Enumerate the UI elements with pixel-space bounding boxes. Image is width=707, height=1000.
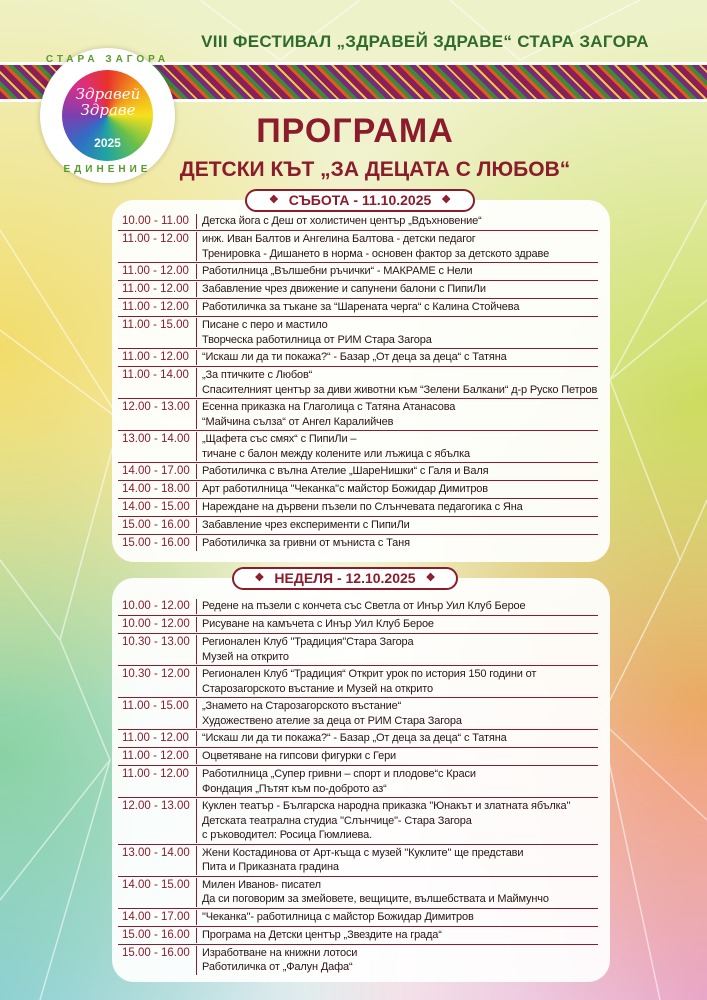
event-description <box>197 464 488 479</box>
event-description-line: Милен Иванов- писател <box>202 878 321 891</box>
event-description <box>197 500 523 515</box>
event-description-line: Тренировка - Дишането в норма - основен фактор за детското здраве <box>202 247 550 260</box>
ornament-icon: ❖ <box>425 572 436 584</box>
schedule-row <box>118 481 598 499</box>
schedule-row <box>118 698 598 730</box>
schedule-row <box>118 748 598 766</box>
event-description-line: Фондация „Пътят към по-доброто аз“ <box>202 782 387 795</box>
event-description-line: Работиличка за гривни от мъниста с Таня <box>202 537 410 549</box>
event-description <box>197 282 486 297</box>
event-description-line: Пита и Приказната градина <box>202 861 339 873</box>
event-description-line: Работилница „Вълшебни ръчички“ - МАКРАМЕ с Нели <box>202 265 473 277</box>
event-description-line: "Чеканка"- работилница с майстор Божидар Димитров <box>202 910 474 923</box>
schedule-row <box>118 317 598 349</box>
event-description-line: Работиличка с вълна Ателие „ШареНишки“ с Галя и Валя <box>202 465 489 477</box>
event-description <box>197 699 462 728</box>
schedule-row <box>118 213 598 231</box>
event-time: 11.00 - 12.00 <box>118 731 197 746</box>
event-time: 11.00 - 14.00 <box>118 368 197 397</box>
schedule-row <box>118 367 598 399</box>
event-description <box>197 910 474 925</box>
event-description <box>197 482 488 497</box>
event-description-line: Работилница „Супер гривни – спорт и плодове“с Краси <box>202 768 476 780</box>
event-description-line: Куклен театър - Българска народна приказка "Юнакът и златната ябълка" <box>202 800 571 812</box>
event-description-line: Изработване на книжни лотоси <box>202 946 358 959</box>
event-description-line: Забавление чрез експерименти с ПипиЛи <box>202 519 410 531</box>
event-description-line: Програма на Детски център „Звездите на града“ <box>202 928 442 941</box>
event-description-line: Жени Костадинова от Арт-къща с музей "Куклите" ще представи <box>202 846 524 859</box>
event-description-line: Да си поговорим за змейовете, вещиците, вълшебствата и Маймунчо <box>202 893 549 905</box>
schedule-row <box>118 666 598 698</box>
event-description-line: Оцветяване на гипсови фигурки с Гери <box>202 750 397 762</box>
logo-script <box>66 86 150 118</box>
event-description <box>197 928 442 943</box>
event-description-line: Забавление чрез движение и сапунени балони с ПипиЛи <box>202 283 486 295</box>
event-description <box>197 214 482 229</box>
event-description-line: Художествено ателие за деца от РИМ Стара Загора <box>202 714 462 727</box>
ornament-icon: ❖ <box>441 194 452 206</box>
event-time: 10.00 - 12.00 <box>118 617 197 632</box>
event-time: 11.00 - 12.00 <box>118 767 197 796</box>
event-description-line: инж. Иван Балтов и Ангелина Балтова - детски педагог <box>202 233 476 245</box>
event-time: 14.00 - 15.00 <box>118 500 197 515</box>
event-description-line: Рисуване на камъчета с Инър Уил Клуб Берое <box>202 618 434 630</box>
event-description <box>197 400 455 429</box>
event-description <box>197 368 597 397</box>
schedule-row <box>118 349 598 367</box>
event-description-line: Нареждане на дървени пъзели по Слънчевата педагогика с Яна <box>202 501 523 513</box>
event-description-line: “Майчина сълза“ от Ангел Каралийчев <box>202 415 394 428</box>
event-time: 15.00 - 16.00 <box>118 928 197 943</box>
event-description-line: тичане с балон между колените или лъжица с ябълка <box>202 447 470 460</box>
schedule-row <box>118 798 598 845</box>
event-description-line: Детската театрална студиа "Слънчице"- Стара Загора <box>202 814 472 827</box>
event-time: 11.00 - 15.00 <box>118 699 197 728</box>
event-time: 14.00 - 17.00 <box>118 910 197 925</box>
event-description <box>197 432 470 461</box>
event-description-line: “Искаш ли да ти покажа?“ - Базар „От деца за деца“ с Татяна <box>202 732 507 744</box>
logo-bottom-ring: ЕДИНЕНИЕ <box>63 164 152 175</box>
schedule-row <box>118 299 598 317</box>
logo-top-ring: СТАРА ЗАГОРА <box>45 54 170 65</box>
schedule-row <box>118 263 598 281</box>
event-description <box>197 731 507 746</box>
schedule-row <box>118 499 598 517</box>
event-time: 10.30 - 13.00 <box>118 635 197 664</box>
event-description-line: с ръководител: Росица Гюмлиева. <box>202 829 373 841</box>
schedule-row <box>118 281 598 299</box>
schedule-row <box>118 616 598 634</box>
event-time: 11.00 - 12.00 <box>118 282 197 297</box>
ornament-icon: ❖ <box>268 194 279 206</box>
event-time: 11.00 - 12.00 <box>118 300 197 315</box>
schedule-row <box>118 598 598 616</box>
logo-script-line1: Здравей <box>75 85 141 103</box>
event-description-line: Творческа работилница от РИМ Стара Загора <box>202 333 432 346</box>
event-time: 11.00 - 12.00 <box>118 350 197 365</box>
event-description-line: Регионален Клуб "Традиция"Стара Загора <box>202 636 414 648</box>
schedule-row <box>118 399 598 431</box>
event-description-line: Старозагорското въстание и Музей на открито <box>202 682 433 695</box>
event-description <box>197 350 507 365</box>
event-time: 15.00 - 16.00 <box>118 536 197 551</box>
event-description-line: Писане с перо и мастило <box>202 319 328 331</box>
event-time: 11.00 - 12.00 <box>118 749 197 764</box>
saturday-schedule <box>118 213 598 552</box>
page-subtitle: ДЕТСКИ КЪТ „ЗА ДЕЦАТА С ЛЮБОВ“ <box>179 158 571 181</box>
event-time: 11.00 - 12.00 <box>118 232 197 261</box>
event-time: 14.00 - 18.00 <box>118 482 197 497</box>
event-description <box>197 264 472 279</box>
schedule-row <box>118 877 598 909</box>
event-description <box>197 536 410 551</box>
event-description-line: Есенна приказка на Глаголица с Татяна Атанасова <box>202 401 456 413</box>
day-label-text: СЪБОТА - 11.10.2025 <box>288 192 432 208</box>
schedule-row <box>118 766 598 798</box>
schedule-row <box>118 517 598 535</box>
event-time: 13.00 - 14.00 <box>118 432 197 461</box>
page-title: ПРОГРАМА <box>256 112 454 150</box>
schedule-row <box>118 945 598 976</box>
event-time: 15.00 - 16.00 <box>118 946 197 975</box>
event-time: 12.00 - 13.00 <box>118 799 197 843</box>
event-description <box>197 878 549 907</box>
schedule-row <box>118 463 598 481</box>
event-description-line: Арт работилница "Чеканка"с майстор Божидар Димитров <box>202 483 488 495</box>
sunday-schedule <box>118 598 598 976</box>
event-description <box>197 232 549 261</box>
sunday-day-label <box>232 567 458 590</box>
event-description-line: „Щафета със смях“ с ПипиЛи – <box>202 433 357 445</box>
event-description <box>197 318 432 347</box>
event-description <box>197 300 519 315</box>
schedule-row <box>118 431 598 463</box>
event-description <box>197 599 526 614</box>
schedule-row <box>118 231 598 263</box>
ornament-icon: ❖ <box>254 572 265 584</box>
event-time: 10.30 - 12.00 <box>118 667 197 696</box>
schedule-row <box>118 909 598 927</box>
event-description-line: Музей на открито <box>202 650 289 663</box>
event-time: 11.00 - 15.00 <box>118 318 197 347</box>
schedule-row <box>118 535 598 552</box>
event-time: 14.00 - 17.00 <box>118 464 197 479</box>
event-time: 14.00 - 15.00 <box>118 878 197 907</box>
event-description-line: “Искаш ли да ти покажа?“ - Базар „От деца за деца“ с Татяна <box>202 351 507 363</box>
event-description <box>197 846 523 875</box>
event-description-line: Детска йога с Деш от холистичен център „Вдъхновение“ <box>202 215 482 227</box>
logo-script-line2: Здраве <box>80 101 136 119</box>
festival-heading: VIII ФЕСТИВАЛ „ЗДРАВЕЙ ЗДРАВЕ“ СТАРА ЗАГОРА <box>201 32 649 51</box>
event-description <box>197 518 410 533</box>
day-label-text: НЕДЕЛЯ - 12.10.2025 <box>274 570 416 586</box>
schedule-row <box>118 634 598 666</box>
schedule-row <box>118 845 598 877</box>
event-description <box>197 767 476 796</box>
logo-year: 2025 <box>94 136 121 150</box>
event-description <box>197 617 434 632</box>
event-time: 12.00 - 13.00 <box>118 400 197 429</box>
event-description-line: „За птичките с Любов“ <box>202 369 313 381</box>
event-description <box>197 749 396 764</box>
saturday-day-label <box>245 189 475 212</box>
event-time: 15.00 - 16.00 <box>118 518 197 533</box>
event-description-line: „Знамето на Старозагорското въстание“ <box>202 700 402 712</box>
event-description-line: Работиличка за тъкане за “Шарената черга“ с Калина Стойчева <box>202 301 520 313</box>
event-description <box>197 667 536 696</box>
event-description <box>197 946 357 975</box>
event-description-line: Спасителният център за диви животни към “Зелени Балкани“ д-р Руско Петров <box>202 383 598 396</box>
event-time: 10.00 - 11.00 <box>118 214 197 229</box>
event-description-line: Работиличка от „Фалун Дафа“ <box>202 961 353 973</box>
schedule-row <box>118 730 598 748</box>
schedule-row <box>118 927 598 945</box>
event-description-line: Редене на пъзели с кончета със Светла от Инър Уил Клуб Берое <box>202 600 526 612</box>
event-description <box>197 635 413 664</box>
event-description-line: Регионален Клуб “Традиция“ Открит урок по история 150 години от <box>202 668 537 680</box>
event-time: 10.00 - 12.00 <box>118 599 197 614</box>
event-time: 11.00 - 12.00 <box>118 264 197 279</box>
event-time: 13.00 - 14.00 <box>118 846 197 875</box>
event-description <box>197 799 570 843</box>
